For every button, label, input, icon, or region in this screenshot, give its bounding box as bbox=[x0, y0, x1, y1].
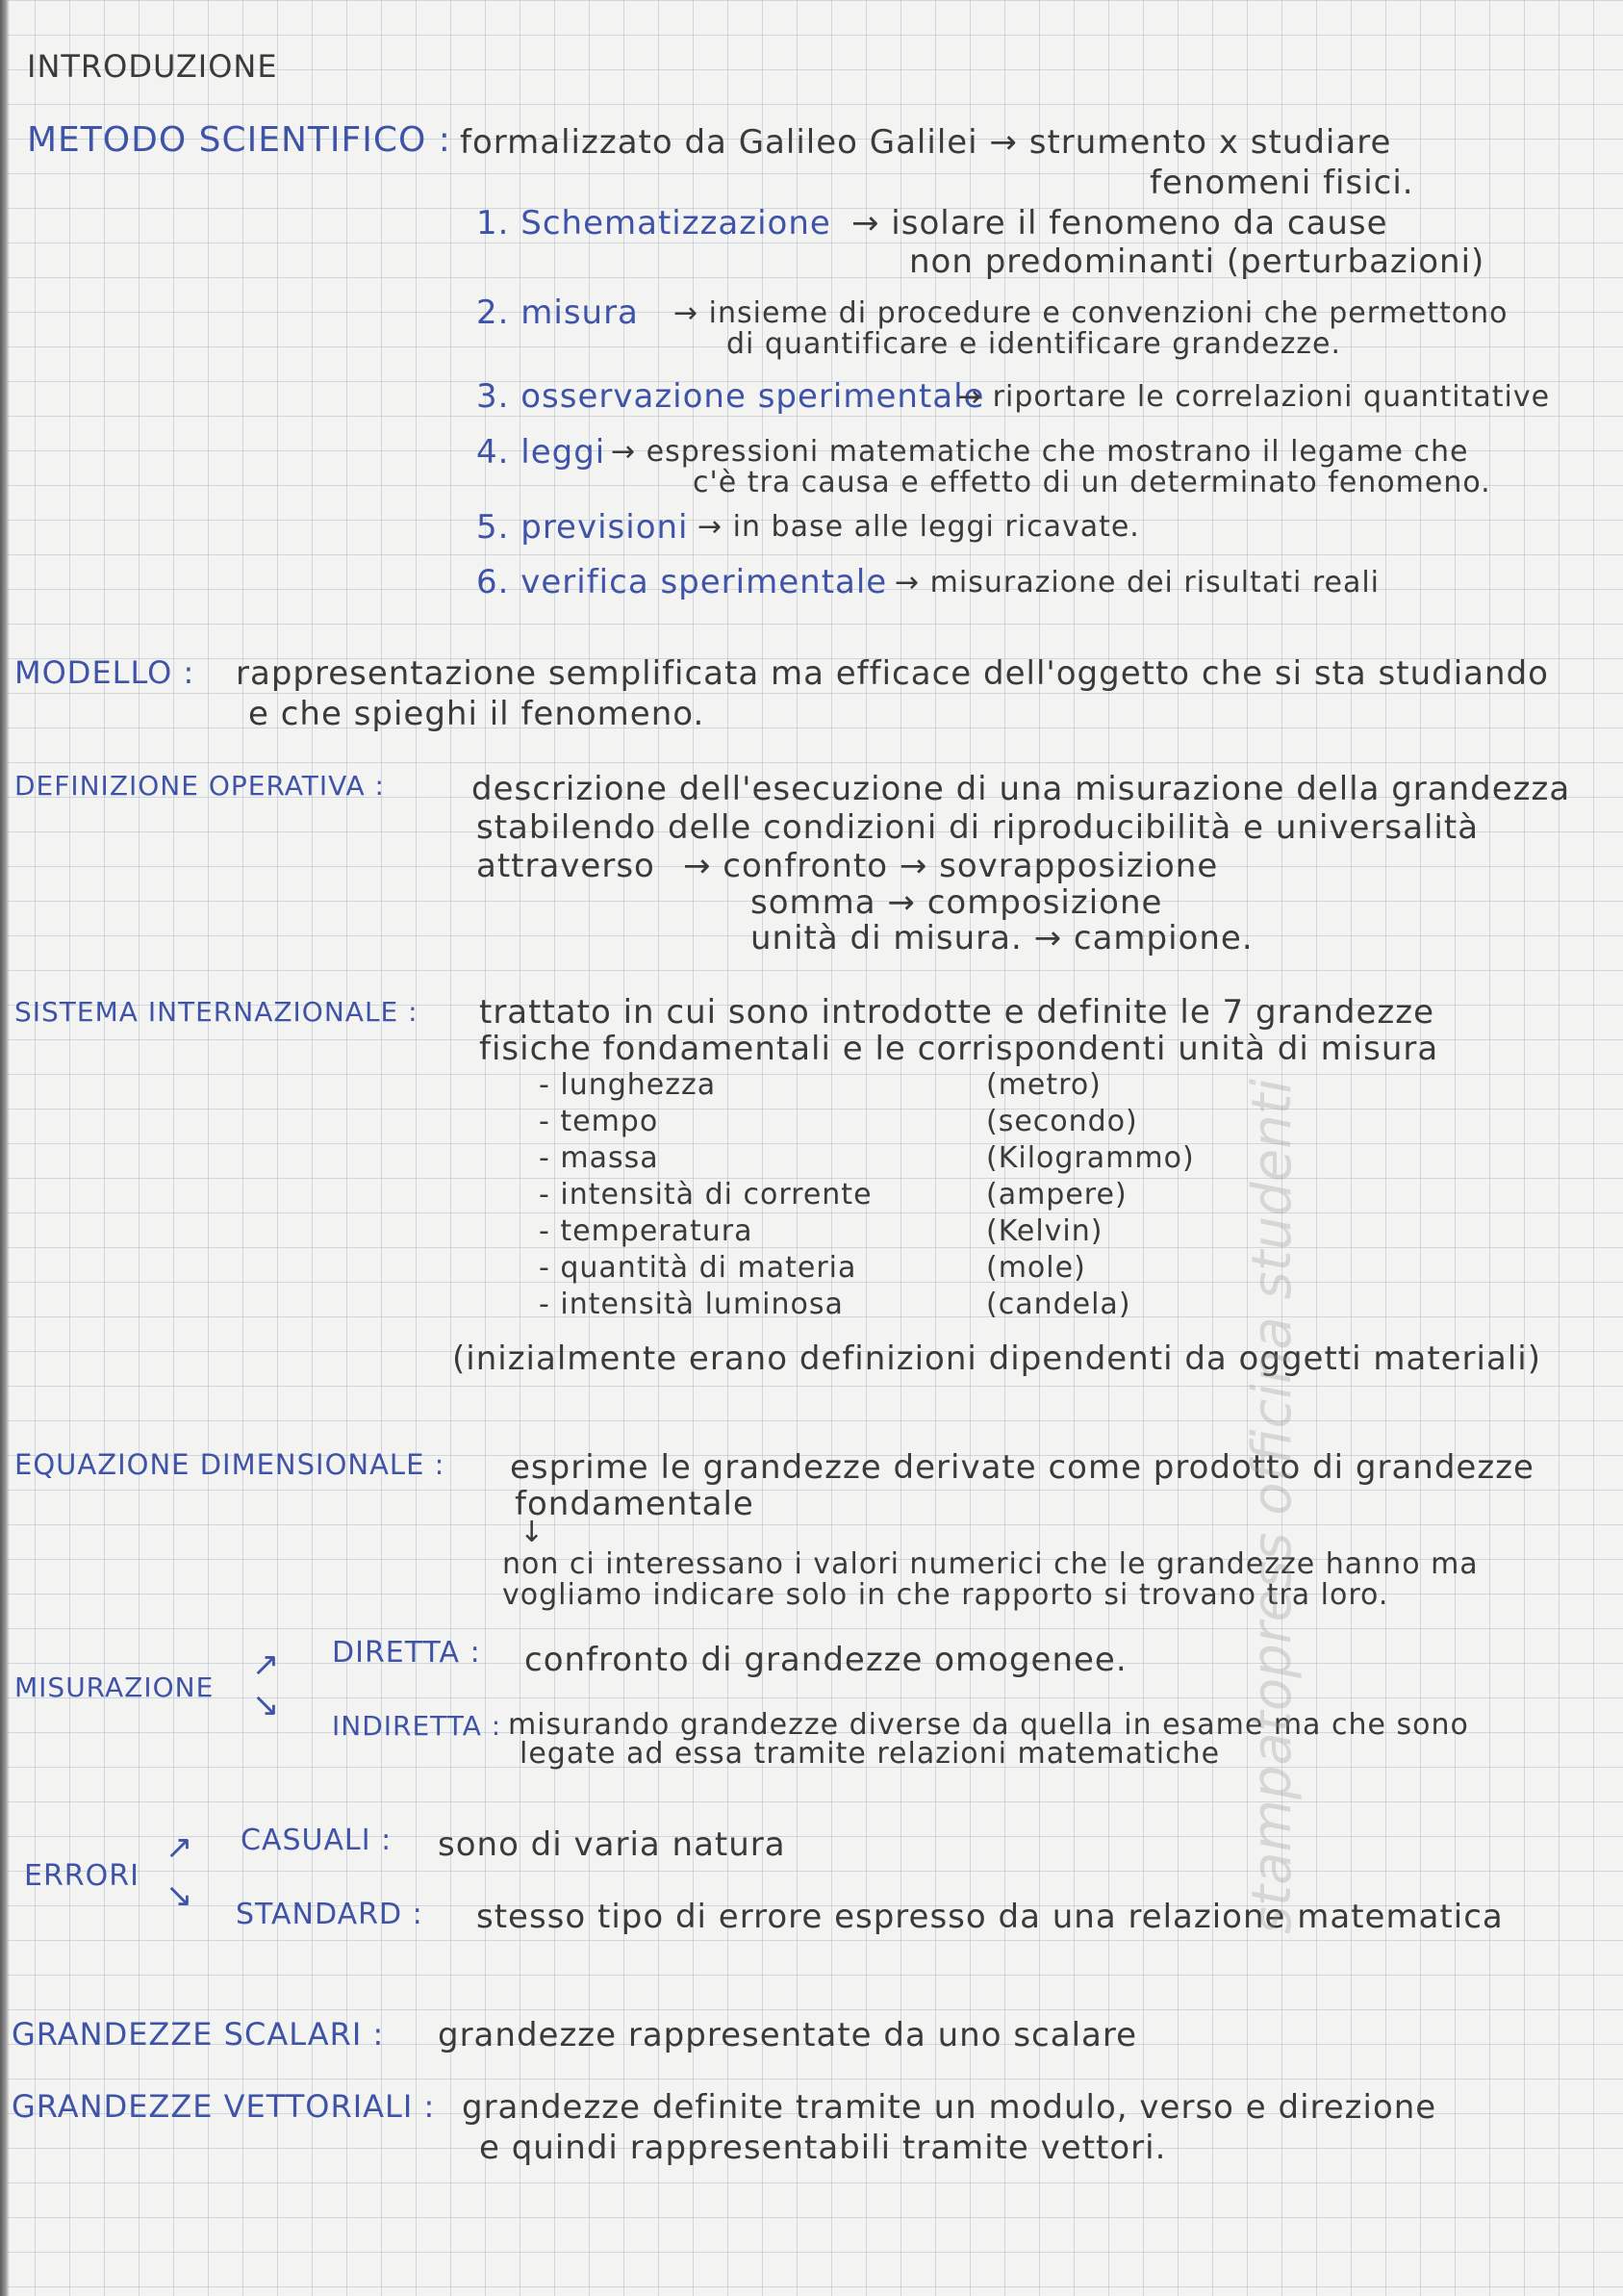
metodo-heading: METODO SCIENTIFICO : bbox=[27, 120, 451, 160]
vettoriali-heading: GRANDEZZE VETTORIALI : bbox=[12, 2088, 436, 2125]
modello-line2: e che spieghi il fenomeno. bbox=[248, 695, 705, 733]
indiretta-label: INDIRETTA : bbox=[332, 1710, 502, 1742]
misurazione-heading: MISURAZIONE bbox=[14, 1671, 215, 1703]
definizione-line1: descrizione dell'esecuzione di una misurazione della grandezza bbox=[471, 770, 1571, 808]
sistema-note: (inizialmente erano definizioni dipendenti da oggetti materiali) bbox=[452, 1339, 1541, 1378]
si-unit: (secondo) bbox=[986, 1105, 1138, 1138]
step-label: 5. previsioni bbox=[476, 508, 689, 547]
standard-text: stesso tipo di errore espresso da una relazione matematica bbox=[476, 1898, 1504, 1936]
watermark: stampatopress officina studenti bbox=[1241, 1078, 1304, 1934]
branch-arrow-icon: ↗ bbox=[165, 1828, 193, 1867]
si-quantity: - lunghezza bbox=[539, 1068, 717, 1102]
equazione-heading: EQUAZIONE DIMENSIONALE : bbox=[14, 1448, 445, 1481]
metodo-line2: fenomeni fisici. bbox=[1150, 164, 1414, 202]
si-unit: (Kilogrammo) bbox=[986, 1141, 1195, 1175]
sistema-line1: trattato in cui sono introdotte e definite le 7 grandezze bbox=[479, 993, 1435, 1032]
page-title: INTRODUZIONE bbox=[27, 48, 278, 85]
si-unit: (mole) bbox=[986, 1251, 1086, 1285]
branch-arrow-icon: ↗ bbox=[252, 1645, 280, 1684]
step-text: di quantificare e identificare grandezze. bbox=[726, 327, 1342, 361]
si-quantity: - quantità di materia bbox=[539, 1251, 857, 1285]
indiretta-text: misurando grandezze diverse da quella in esame ma che sono bbox=[508, 1708, 1469, 1742]
step-text: → isolare il fenomeno da cause bbox=[851, 204, 1388, 242]
definizione-branch: somma → composizione bbox=[750, 883, 1163, 922]
equazione-line1: esprime le grandezze derivate come prodotto di grandezze bbox=[510, 1448, 1534, 1487]
definizione-branch: → confronto → sovrapposizione bbox=[683, 847, 1219, 885]
si-quantity: - intensità luminosa bbox=[539, 1288, 844, 1321]
step-text: non predominanti (perturbazioni) bbox=[909, 242, 1485, 281]
standard-label: STANDARD : bbox=[236, 1898, 423, 1931]
step-label: 2. misura bbox=[476, 293, 639, 332]
vettoriali-line2: e quindi rappresentabili tramite vettori. bbox=[479, 2129, 1167, 2167]
vettoriali-line1: grandezze definite tramite un modulo, verso e direzione bbox=[462, 2088, 1437, 2127]
errori-heading: ERRORI bbox=[24, 1859, 139, 1893]
definizione-branch: unità di misura. → campione. bbox=[750, 919, 1254, 957]
branch-arrow-icon: ↘ bbox=[165, 1876, 193, 1915]
si-quantity: - massa bbox=[539, 1141, 659, 1175]
step-text: → misurazione dei risultati reali bbox=[895, 566, 1381, 600]
casuali-label: CASUALI : bbox=[241, 1824, 393, 1857]
modello-heading: MODELLO : bbox=[14, 654, 195, 691]
indiretta-text: legate ad essa tramite relazioni matematiche bbox=[520, 1737, 1221, 1771]
step-label: 4. leggi bbox=[476, 433, 606, 472]
si-quantity: - temperatura bbox=[539, 1214, 753, 1248]
si-quantity: - tempo bbox=[539, 1105, 659, 1138]
sistema-line2: fisiche fondamentali e le corrispondenti unità di misura bbox=[479, 1030, 1439, 1068]
diretta-label: DIRETTA : bbox=[332, 1636, 481, 1670]
casuali-text: sono di varia natura bbox=[438, 1825, 786, 1864]
si-unit: (Kelvin) bbox=[986, 1214, 1103, 1248]
equazione-line4: vogliamo indicare solo in che rapporto si trovano tra loro. bbox=[502, 1578, 1389, 1612]
si-quantity: - intensità di corrente bbox=[539, 1178, 873, 1212]
definizione-line3: attraverso bbox=[476, 847, 655, 885]
notebook-binding bbox=[0, 0, 10, 2296]
diretta-text: confronto di grandezze omogenee. bbox=[524, 1641, 1128, 1679]
equazione-line2: fondamentale bbox=[515, 1485, 754, 1523]
step-label: 1. Schematizzazione bbox=[476, 204, 831, 242]
step-text: → riportare le correlazioni quantitative bbox=[957, 380, 1551, 414]
definizione-heading: DEFINIZIONE OPERATIVA : bbox=[14, 770, 385, 802]
definizione-line2: stabilendo delle condizioni di riproducibilità e universalità bbox=[476, 808, 1480, 847]
branch-arrow-icon: ↘ bbox=[252, 1686, 280, 1724]
si-unit: (candela) bbox=[986, 1288, 1131, 1321]
down-arrow-icon: ↓ bbox=[520, 1516, 545, 1549]
equazione-line3: non ci interessano i valori numerici che le grandezze hanno ma bbox=[502, 1547, 1479, 1581]
metodo-line1: formalizzato da Galileo Galilei → strumento x studiare bbox=[460, 123, 1392, 162]
si-unit: (metro) bbox=[986, 1068, 1102, 1102]
si-unit: (ampere) bbox=[986, 1178, 1128, 1212]
step-text: → espressioni matematiche che mostrano il legame che bbox=[611, 435, 1469, 469]
scalari-heading: GRANDEZZE SCALARI : bbox=[12, 2016, 385, 2053]
scalari-text: grandezze rappresentate da uno scalare bbox=[438, 2016, 1137, 2054]
step-text: c'è tra causa e effetto di un determinato fenomeno. bbox=[693, 466, 1491, 499]
step-label: 3. osservazione sperimentale bbox=[476, 377, 985, 416]
step-text: → in base alle leggi ricavate. bbox=[697, 510, 1140, 544]
modello-line1: rappresentazione semplificata ma efficace dell'oggetto che si sta studiando bbox=[236, 654, 1549, 693]
step-text: → insieme di procedure e convenzioni che permettono bbox=[673, 296, 1509, 330]
step-label: 6. verifica sperimentale bbox=[476, 563, 888, 601]
sistema-heading: SISTEMA INTERNAZIONALE : bbox=[14, 996, 418, 1028]
